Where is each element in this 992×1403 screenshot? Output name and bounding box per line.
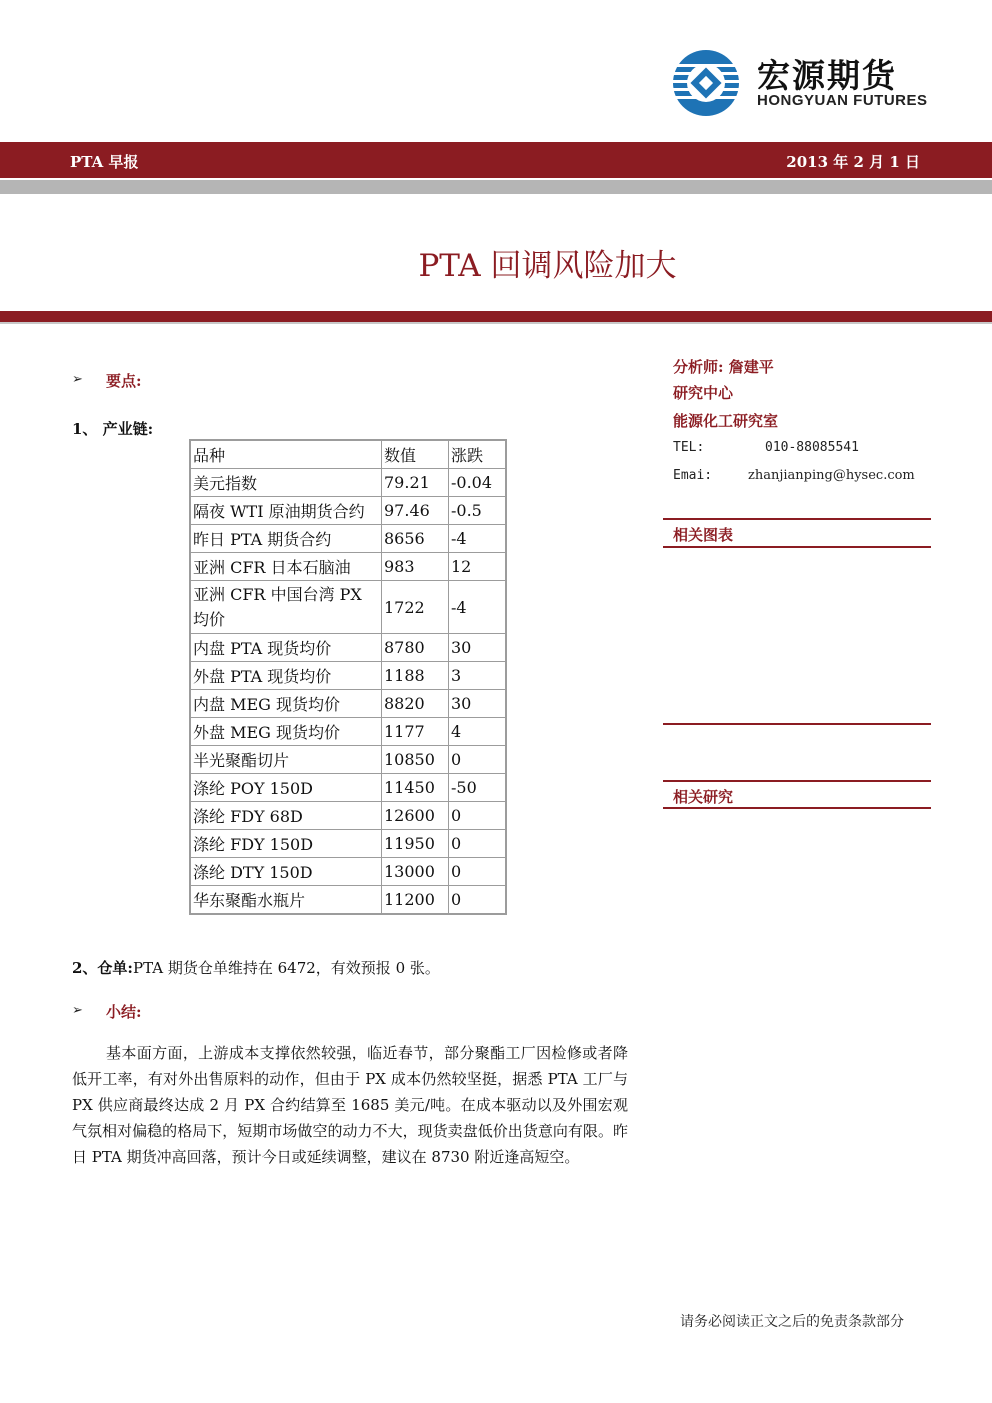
table-cell: 4 <box>449 718 507 746</box>
table-row <box>190 858 506 886</box>
table-cell: 0 <box>449 886 507 915</box>
page-title: PTA 回调风险加大 <box>418 248 677 284</box>
email-link[interactable]: zhanjianping@hysec.com <box>748 468 915 483</box>
industry-chain-table <box>189 439 507 915</box>
table-row <box>190 718 506 746</box>
report-type: PTA 早报 <box>70 153 139 171</box>
table-cell: 3 <box>449 662 507 690</box>
table-cell: -4 <box>449 581 507 634</box>
bullet-arrow-icon: ➢ <box>72 372 83 387</box>
table-row <box>190 774 506 802</box>
table-cell: -0.04 <box>449 469 507 497</box>
related-research-top-rule <box>663 780 931 782</box>
research-center: 研究中心 <box>673 384 734 402</box>
warehouse-label: 2、仓单: <box>72 959 133 977</box>
table-cell: 0 <box>449 802 507 830</box>
tel-label: TEL: <box>673 440 705 455</box>
table-cell: 昨日 PTA 期货合约 <box>190 525 382 553</box>
related-charts-heading: 相关图表 <box>673 526 734 544</box>
table-row <box>190 662 506 690</box>
table-cell: 11450 <box>382 774 449 802</box>
table-cell: 11950 <box>382 830 449 858</box>
email-label: Emai: <box>673 468 713 483</box>
table-cell: 983 <box>382 553 449 581</box>
table-header-cell: 品种 <box>190 440 382 469</box>
table-cell: 12 <box>449 553 507 581</box>
table-cell: -50 <box>449 774 507 802</box>
logo-name-cn: 宏源期货 <box>757 56 897 95</box>
table-cell: 30 <box>449 690 507 718</box>
summary-paragraph: 基本面方面，上游成本支撑依然较强，临近春节，部分聚酯工厂因检修或者降低开工率，有对外出售原料的动作，但由于 PX 成本仍然较坚挺，据悉 PTA 工厂与 PX 供应商最终达成 2 月 PX 合约结算至 1685 美元/吨。在成本驱动以及外围宏观气氛相对偏稳的格局下，短期市场做空的动力不大，现货卖盘低价出货意向有限。昨日 PTA 期货冲高回落，预计今日或延续调整，建议在 8730 附近逢高短空。 <box>72 1044 628 1166</box>
warehouse-text: PTA 期货仓单维持在 6472，有效预报 0 张。 <box>132 959 440 977</box>
bullet-arrow-icon: ➢ <box>72 1003 83 1018</box>
table-cell: 涤纶 FDY 68D <box>190 802 382 830</box>
table-cell: 0 <box>449 830 507 858</box>
table-row <box>190 469 506 497</box>
table-header-cell: 数值 <box>382 440 449 469</box>
table-row <box>190 525 506 553</box>
table-header-cell: 涨跌 <box>449 440 507 469</box>
table-cell: 亚洲 CFR 日本石脑油 <box>190 553 382 581</box>
table-cell: 1722 <box>382 581 449 634</box>
table-cell: 半光聚酯切片 <box>190 746 382 774</box>
hongyuan-logo-icon <box>673 50 739 116</box>
table-cell: -4 <box>449 525 507 553</box>
table-cell: 13000 <box>382 858 449 886</box>
table-row <box>190 830 506 858</box>
table-cell: 隔夜 WTI 原油期货合约 <box>190 497 382 525</box>
table-cell: 8780 <box>382 634 449 662</box>
tel-value: 010-88085541 <box>765 440 859 455</box>
key-points-heading: 要点: <box>106 372 142 390</box>
summary-heading: 小结: <box>106 1003 142 1021</box>
table-cell: 10850 <box>382 746 449 774</box>
table-cell: 30 <box>449 634 507 662</box>
table-row <box>190 886 506 915</box>
table-cell: 12600 <box>382 802 449 830</box>
related-charts-end-rule <box>663 723 931 725</box>
table-row <box>190 634 506 662</box>
research-dept: 能源化工研究室 <box>673 412 779 430</box>
table-cell: 涤纶 DTY 150D <box>190 858 382 886</box>
table-row <box>190 690 506 718</box>
table-cell: 0 <box>449 858 507 886</box>
table-row <box>190 746 506 774</box>
related-research-bottom-rule <box>663 807 931 809</box>
table-row <box>190 581 506 634</box>
table-cell: 11200 <box>382 886 449 915</box>
table-row <box>190 802 506 830</box>
table-cell: 8656 <box>382 525 449 553</box>
analyst-name: 分析师: 詹建平 <box>673 358 774 376</box>
report-date: 2013 年 2 月 1 日 <box>786 153 920 171</box>
title-divider <box>0 311 992 322</box>
table-cell: 亚洲 CFR 中国台湾 PX 均价 <box>190 581 382 634</box>
table-cell: 涤纶 FDY 150D <box>190 830 382 858</box>
table-cell: 内盘 MEG 现货均价 <box>190 690 382 718</box>
warehouse-line <box>72 957 440 978</box>
header-grey-band <box>0 180 992 194</box>
table-cell: 0 <box>449 746 507 774</box>
table-cell: 美元指数 <box>190 469 382 497</box>
table-cell: 97.46 <box>382 497 449 525</box>
related-charts-bottom-rule <box>663 546 931 548</box>
table-cell: 79.21 <box>382 469 449 497</box>
related-research-heading: 相关研究 <box>673 788 734 806</box>
table-cell: -0.5 <box>449 497 507 525</box>
logo-name-en: HONGYUAN FUTURES <box>757 92 928 109</box>
table-cell: 外盘 PTA 现货均价 <box>190 662 382 690</box>
table-cell: 8820 <box>382 690 449 718</box>
table-cell: 1177 <box>382 718 449 746</box>
table-cell: 华东聚酯水瓶片 <box>190 886 382 915</box>
table-row <box>190 553 506 581</box>
table-cell: 1188 <box>382 662 449 690</box>
table-header-row <box>190 440 506 469</box>
title-divider-shadow <box>0 322 992 324</box>
table-cell: 外盘 MEG 现货均价 <box>190 718 382 746</box>
table-row <box>190 497 506 525</box>
related-charts-top-rule <box>663 518 931 520</box>
table-cell: 内盘 PTA 现货均价 <box>190 634 382 662</box>
disclaimer-note: 请务必阅读正文之后的免责条款部分 <box>680 1314 904 1330</box>
industry-chain-heading: 1、 产业链: <box>72 420 154 438</box>
table-cell: 涤纶 POY 150D <box>190 774 382 802</box>
